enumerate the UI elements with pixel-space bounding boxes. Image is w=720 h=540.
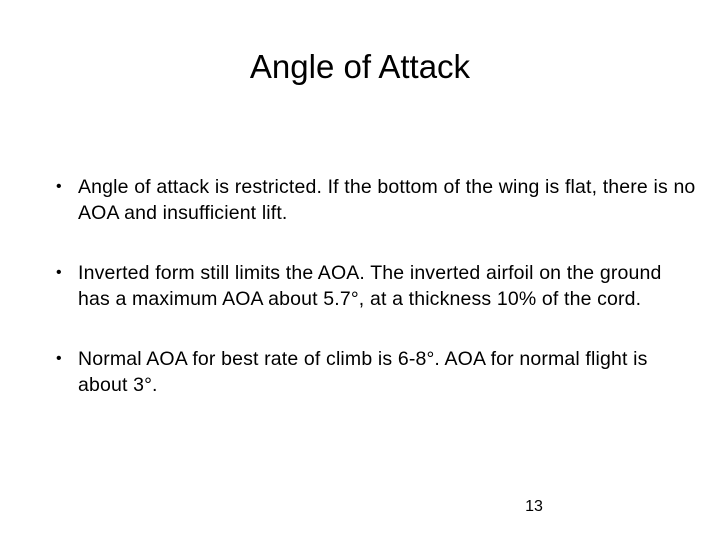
bullet-marker: • bbox=[56, 178, 62, 195]
bullet-text: Inverted form still limits the AOA. The inverted airfoil on the ground has a maximum AOA about 5.7°, at a thickness 10% of the cord. bbox=[78, 262, 662, 310]
bullet-item bbox=[56, 260, 696, 312]
slide-title: Angle of Attack bbox=[249, 48, 471, 85]
bullet-item bbox=[56, 174, 696, 226]
slide-number: 13 bbox=[525, 498, 543, 515]
bullet-text: Angle of attack is restricted. If the bottom of the wing is flat, there is no AOA and insufficient lift. bbox=[78, 176, 696, 224]
bullet-text: Normal AOA for best rate of climb is 6-8°. AOA for normal flight is about 3°. bbox=[78, 348, 648, 396]
bullet-list bbox=[56, 174, 696, 398]
bullet-item bbox=[56, 346, 696, 398]
bullet-marker: • bbox=[56, 350, 62, 367]
bullet-marker: • bbox=[56, 264, 62, 281]
